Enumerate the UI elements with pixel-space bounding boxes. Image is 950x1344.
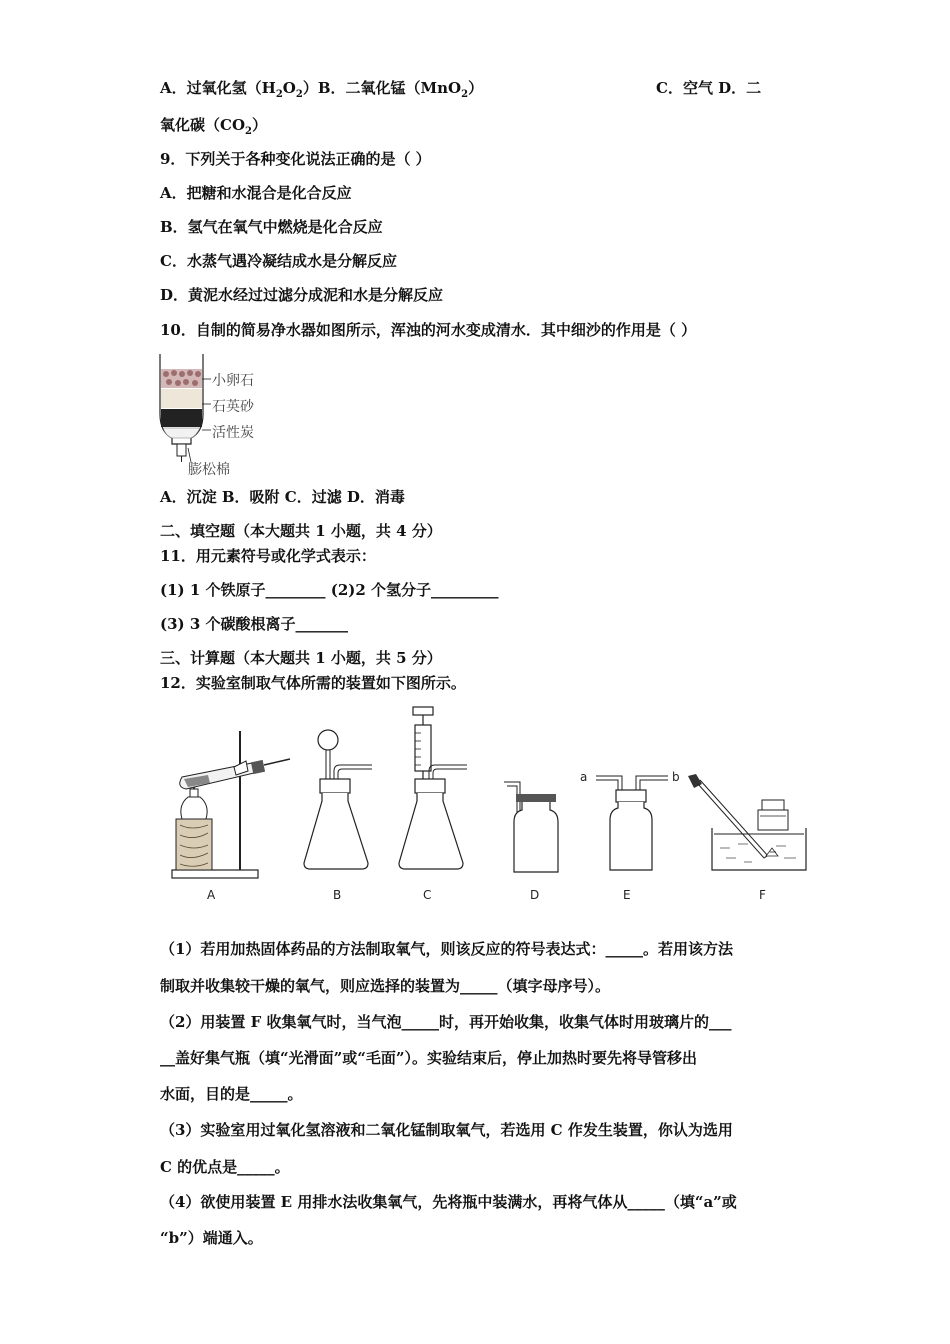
q11-stem: 11．用元素符号或化学式表示： (160, 547, 376, 565)
q12-part-2-line-3: 水面，目的是_____。 (160, 1085, 303, 1103)
apparatus-e (592, 770, 672, 875)
apparatus-label-f: F (759, 888, 766, 902)
apparatus-f (680, 770, 810, 880)
q12-part-4-line-1: （4）欲使用装置 E 用排水法收集氧气，先将瓶中装满水，再将气体从_____（填“a”或 (160, 1193, 737, 1211)
apparatus-c (395, 705, 475, 875)
port-label-b: b (672, 770, 680, 784)
apparatus-label-e: E (623, 888, 631, 902)
apparatus-label-a: A (207, 888, 216, 902)
apparatus-label-c: C (423, 888, 432, 902)
q12-part-2-line-1: （2）用装置 F 收集氧气时，当气泡_____时，再开始收集，收集气体时用玻璃片的___ (160, 1013, 732, 1031)
q9-option-b: B．氢气在氧气中燃烧是化合反应 (160, 218, 383, 236)
section-2-heading: 二、填空题（本大题共 1 小题，共 4 分） (160, 522, 442, 540)
apparatus-d (500, 778, 570, 878)
q8-option-a: A．过氧化氢$(H_2O_2)B$．二氧化锰（MnO$_2$） (160, 79, 484, 100)
q8-option-b: B．二氧化锰（MnO$_2$） (317, 79, 484, 100)
q12-part-3-line-2: C 的优点是_____。 (160, 1158, 290, 1176)
q9-option-c: C．水蒸气遇冷凝结成水是分解反应 (160, 252, 397, 270)
q12-part-1-line-2: 制取并收集较干燥的氧气，则应选择的装置为_____（填字母序号）。 (160, 977, 611, 995)
q11-part-1-2: (1) 1 个铁原子________ (2)2 个氢分子_________ (160, 581, 499, 599)
q8-option-cd: C．空气 D．二 (656, 79, 762, 97)
q12-part-4-line-2: “b”）端通入。 (160, 1229, 263, 1247)
q9-option-a: A．把糖和水混合是化合反应 (160, 184, 352, 202)
apparatus-b (300, 727, 380, 872)
q9-stem: 9．下列关于各种变化说法正确的是（ ） (160, 150, 431, 168)
q10-options: A．沉淀 B．吸附 C．过滤 D．消毒 (160, 488, 405, 506)
q9-option-d: D．黄泥水经过过滤分成泥和水是分解反应 (160, 286, 444, 304)
label-pebbles: 小卵石 (212, 372, 254, 388)
q8-option-d-cont: 氧化碳$(CO_2)$ (160, 116, 267, 137)
q10-stem: 10．自制的简易净水器如图所示，浑浊的河水变成清水．其中细沙的作用是（ ） (160, 321, 697, 339)
apparatus-a (168, 727, 293, 882)
q12-part-2-line-2: __盖好集气瓶（填“光滑面”或“毛面”）。实验结束后，停止加热时要先将导管移出 (160, 1049, 698, 1067)
label-activated-carbon: 活性炭 (212, 424, 254, 440)
port-label-a: a (580, 770, 588, 784)
section-3-heading: 三、计算题（本大题共 1 小题，共 5 分） (160, 649, 442, 667)
q11-part-3: (3) 3 个碳酸根离子_______ (160, 615, 349, 633)
label-cotton: 膨松棉 (188, 461, 230, 477)
apparatus-label-b: B (333, 888, 342, 902)
label-quartz-sand: 石英砂 (212, 398, 254, 414)
apparatus-label-d: D (530, 888, 540, 902)
q12-stem: 12．实验室制取气体所需的装置如下图所示。 (160, 674, 466, 692)
q12-part-1-line-1: （1）若用加热固体药品的方法制取氧气，则该反应的符号表达式：_____。若用该方法 (160, 940, 733, 958)
q12-part-3-line-1: （3）实验室用过氧化氢溶液和二氧化锰制取氧气，若选用 C 作发生装置，你认为选用 (160, 1121, 733, 1139)
